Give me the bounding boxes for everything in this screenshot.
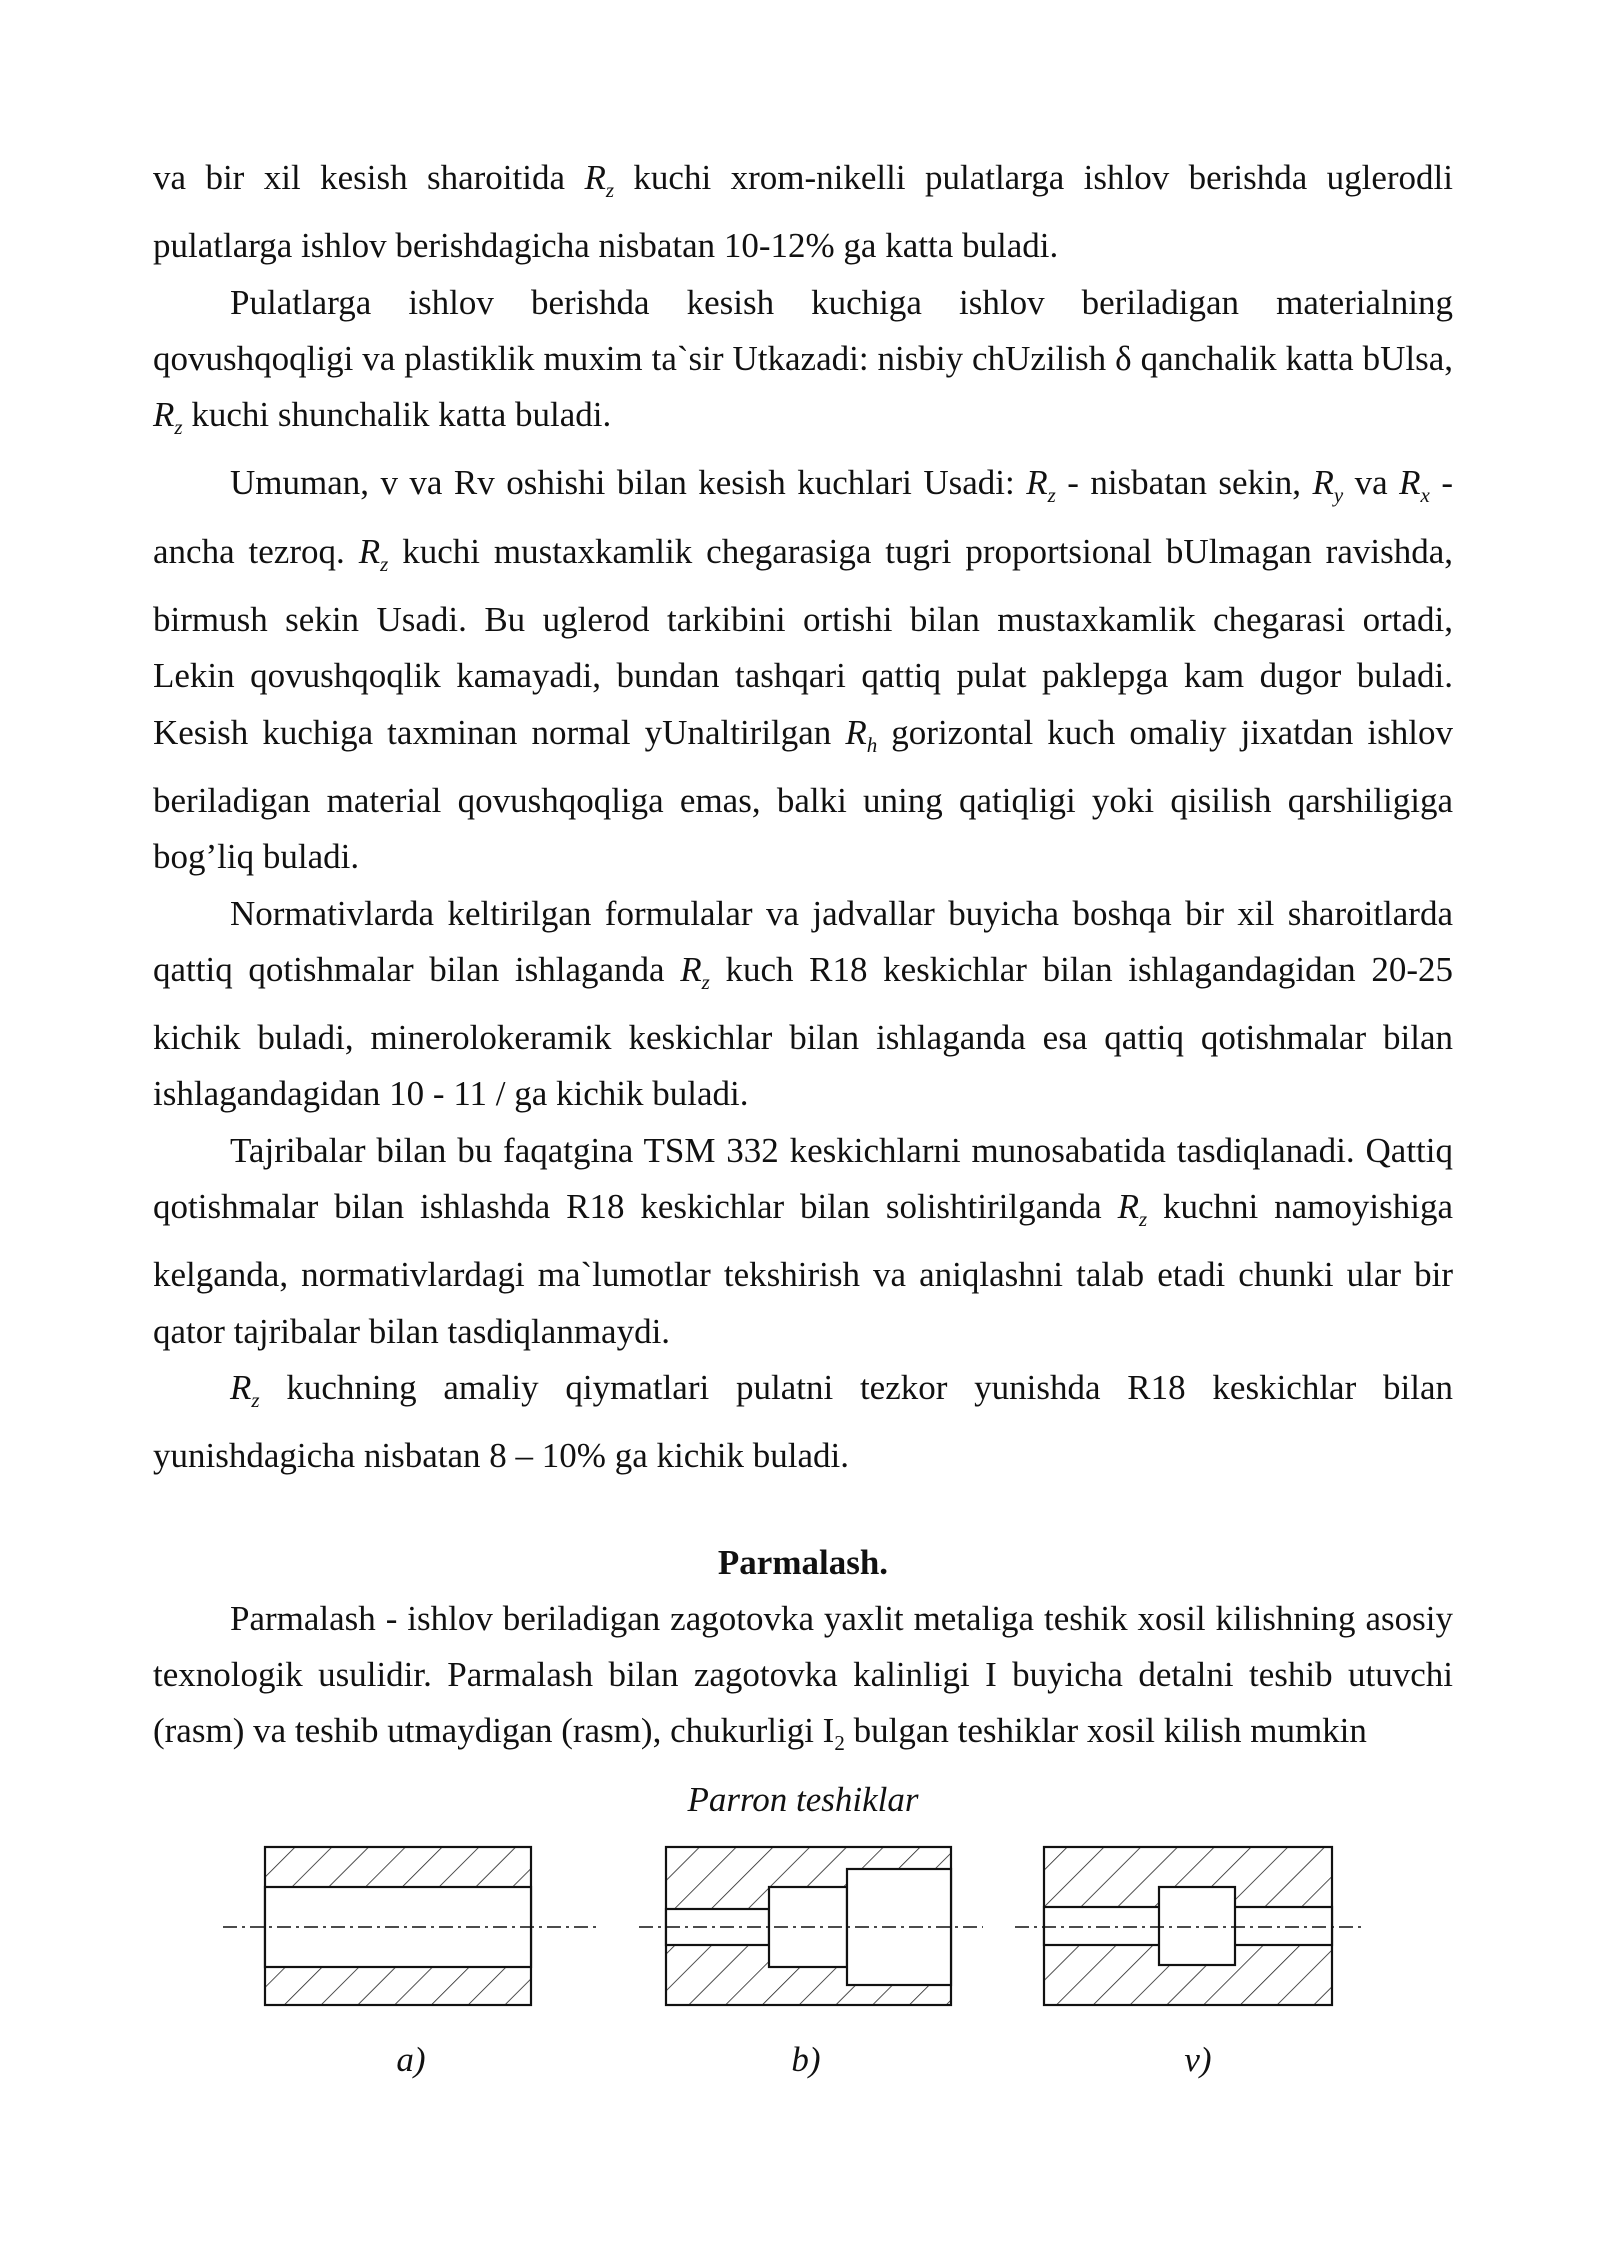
page-content	[153, 150, 1454, 2079]
subscript: z	[701, 969, 710, 994]
subscript: z	[1047, 483, 1056, 508]
figure-label-b: b)	[791, 2040, 821, 2079]
subscript: y	[1333, 483, 1344, 508]
subscript: h	[866, 732, 878, 757]
text-run: kuchi xrom-nikelli pulatlarga ishlov berishda uglerodli pulatlarga ishlov berishdagicha nisbatan 10-12% ga katta buladi.	[153, 158, 1453, 266]
text-run: bulgan teshiklar xosil kilish mumkin	[844, 1711, 1367, 1751]
text-run: kuchi shunchalik katta buladi.	[182, 395, 612, 435]
variable: R	[1117, 1187, 1139, 1227]
text-run: -ancha tezroq.	[153, 463, 1453, 571]
figure-label-a: a)	[396, 2040, 426, 2079]
text-run: gorizontal kuch omaliy jixatdan ishlov beriladigan material qovushqoqliga emas, balki uning qatiqligi yoki qisilish qarshiligiga bog’liq buladi.	[153, 712, 1453, 877]
variable: R	[1312, 463, 1334, 503]
subscript: z	[251, 1387, 260, 1412]
body-text	[153, 150, 1453, 1485]
figure-label-v: v)	[1184, 2040, 1212, 2079]
text-run: - nisbatan sekin,	[1055, 463, 1313, 503]
text-run: Parmalash - ishlov beriladigan zagotovka yaxlit metaliga teshik xosil kilishning asosiy texnologik usulidir. Parmalash bilan zagotovka kalinligi I buyicha detalni teshib utuvchi (rasm) va teshib utmaydigan (rasm), chukurligi I	[153, 1598, 1453, 1751]
text-run: kuchni namoyishiga kelganda, normativlardagi ma`lumotlar tekshirish va aniqlashni talab etadi chunki ular bir qator tajribalar bilan tasdiqlanmaydi.	[153, 1187, 1454, 1351]
paragraph	[153, 150, 1453, 275]
figure-b-stepped-hole	[639, 1847, 983, 2005]
subscript: z	[380, 551, 389, 576]
text-run: Pulatlarga ishlov berishda kesish kuchiga ishlov beriladigan materialning qovushqoqligi va plastiklik muxim ta`sir Utkazadi: nisbiy chUzilish δ qanchalik katta bUlsa,	[153, 282, 1453, 378]
subscript: z	[1138, 1207, 1148, 1232]
drilled-holes-figure	[223, 1845, 1443, 2025]
variable: R	[1026, 463, 1048, 503]
figure-a-through-hole	[223, 1847, 599, 2005]
variable: R	[845, 712, 867, 752]
text-run: Umuman, v va Rv oshishi bilan kesish kuchlari Usadi:	[230, 463, 1027, 503]
paragraph	[153, 1360, 1453, 1485]
text-run: va bir xil kesish sharoitida	[153, 158, 585, 197]
variable: R	[230, 1367, 252, 1407]
variable: R	[1399, 463, 1421, 503]
variable: R	[153, 395, 175, 435]
text-run: kuchi mustaxkamlik chegarasiga tugri proportsional bUlmagan ravishda, birmush sekin Usadi. Bu uglerod tarkibini ortishi bilan mustaxkamlik chegarasi ortadi, Lekin qovushqoqlik kamayadi, bundan tashqari qattiq pulat paklepga kam dugor buladi. Kesish kuchiga taxminan normal yUnaltirilgan	[153, 531, 1453, 752]
subscript: z	[605, 178, 615, 202]
paragraph	[153, 886, 1453, 1123]
subscript: z	[174, 415, 183, 440]
paragraph	[153, 455, 1453, 885]
text-run: Normativlarda keltirilgan formulalar va jadvallar buyicha boshqa bir xil sharoitlarda qattiq qotishmalar bilan ishlaganda	[153, 893, 1453, 989]
text-run: kuchning amaliy qiymatlari pulatni tezkor yunishda R18 keskichlar bilan yunishdagicha nisbatan 8 – 10% ga kichik buladi.	[153, 1367, 1453, 1476]
subscript: 2	[834, 1731, 845, 1756]
subscript: x	[1420, 483, 1430, 508]
variable: R	[358, 531, 381, 571]
text-run: kuch R18 keskichlar bilan ishlagandagidan 20-25 kichik buladi, minerolokeramik keskichlar bilan ishlaganda esa qattiq qotishmalar bilan ishlagandagidan 10 - 11 / ga kichik buladi.	[153, 949, 1453, 1114]
section-heading: Parmalash.	[717, 1542, 889, 1582]
section-text	[153, 1591, 1453, 1772]
variable: R	[584, 158, 606, 197]
figure-title: Parron teshiklar	[687, 1780, 919, 1819]
text-run: va	[1343, 463, 1400, 503]
figure-v-grooved-hole	[1015, 1847, 1363, 2005]
paragraph	[153, 1123, 1453, 1360]
paragraph	[153, 1591, 1453, 1772]
text-run: Tajribalar bilan bu faqatgina TSM 332 keskichlarni munosabatida tasdiqlanadi. Qattiq qotishmalar bilan ishlashda R18 keskichlar bilan solishtirilganda	[153, 1130, 1453, 1227]
paragraph	[153, 275, 1453, 456]
variable: R	[680, 949, 702, 989]
